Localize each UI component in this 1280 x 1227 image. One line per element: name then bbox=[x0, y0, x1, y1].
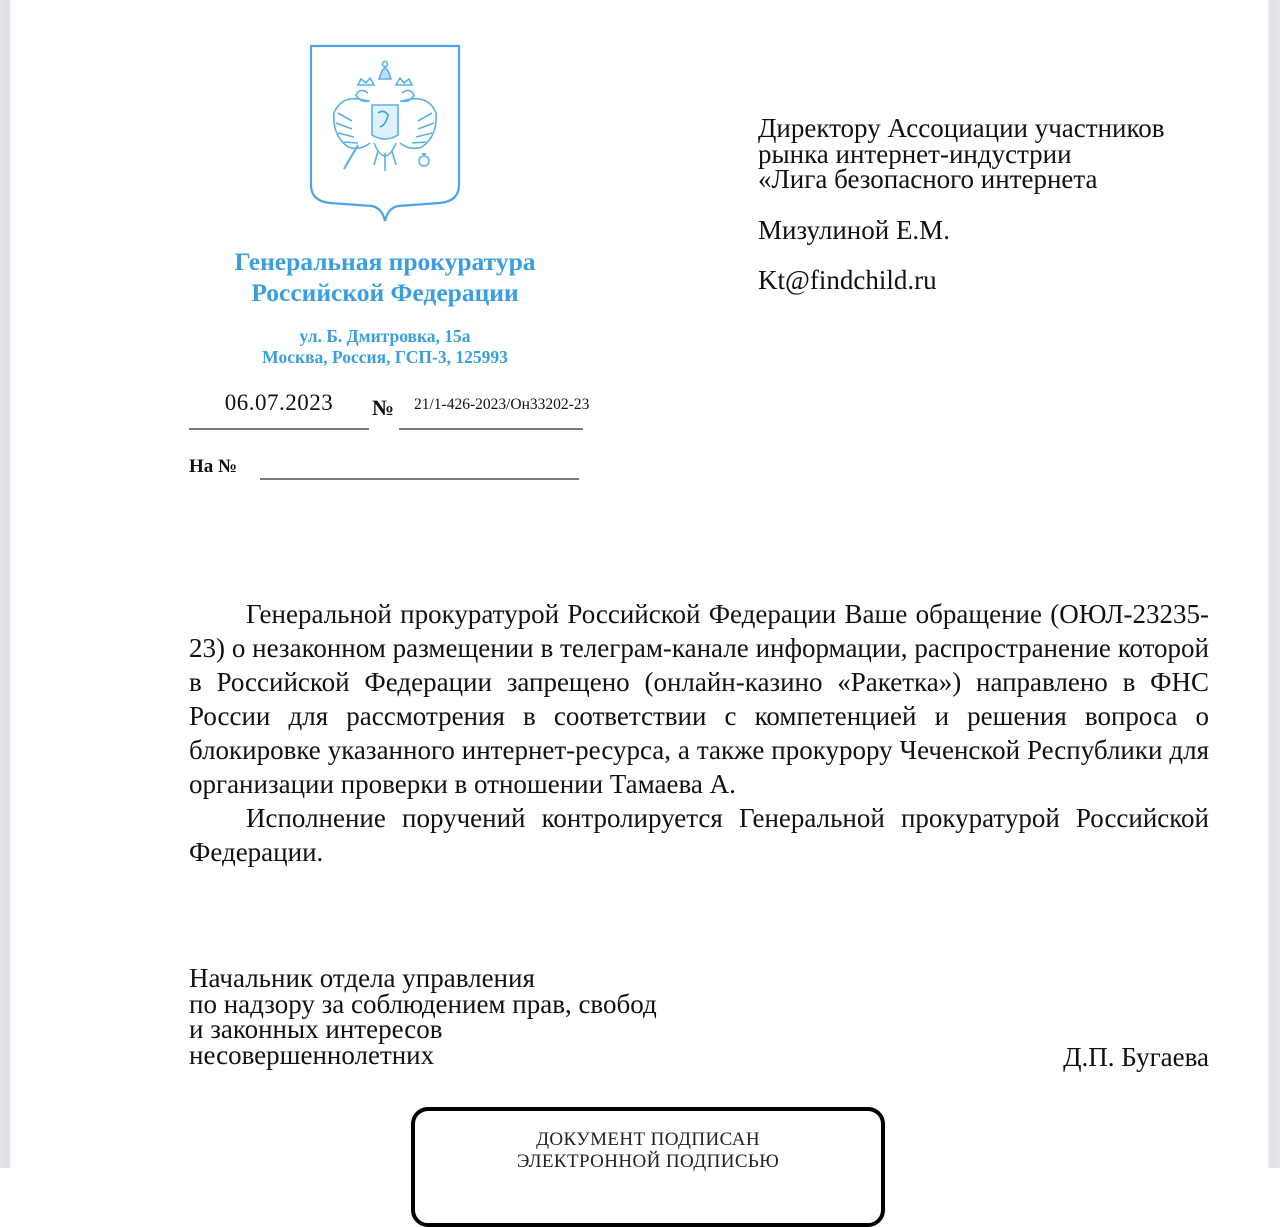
number-sign: № bbox=[372, 395, 395, 420]
stamp-line2: ЭЛЕКТРОННОЙ ПОДПИСЬЮ bbox=[516, 1151, 780, 1172]
addressee-line3: «Лига безопасного интернета bbox=[758, 164, 1098, 194]
russian-coat-of-arms-icon bbox=[308, 43, 462, 223]
signatory-title-line1: Начальник отдела управления bbox=[189, 963, 535, 993]
org-address-line2: Москва, Россия, ГСП-3, 125993 bbox=[262, 347, 508, 367]
electronic-signature-stamp bbox=[411, 1107, 885, 1227]
reference-label: На № bbox=[189, 456, 238, 477]
signatory-name: Д.П. Бугаева bbox=[1063, 1042, 1209, 1072]
org-address-line1: ул. Б. Дмитровка, 15а bbox=[299, 326, 471, 346]
viewer-right-margin bbox=[1268, 0, 1280, 1168]
number-underline bbox=[399, 428, 583, 430]
org-address bbox=[200, 326, 570, 368]
addressee-line2: рынка интернет-индустрии bbox=[758, 138, 1072, 169]
registration-date: 06.07.2023 bbox=[224, 390, 334, 415]
signatory-title-line2: по надзору за соблюдением прав, свобод bbox=[189, 988, 657, 1019]
letter-body bbox=[189, 597, 1209, 869]
date-underline bbox=[189, 428, 369, 430]
body-paragraph-2: Исполнение поручений контролируется Генеральной прокуратурой Российской Федерации. bbox=[189, 803, 1209, 867]
addressee-block bbox=[758, 113, 1238, 295]
org-name bbox=[200, 246, 570, 308]
addressee-email: Kt@findchild.ru bbox=[758, 264, 937, 295]
signatory-title-line4: несовершеннолетних bbox=[189, 1039, 435, 1070]
addressee-name: Мизулиной Е.М. bbox=[758, 214, 950, 245]
addressee-line1: Директору Ассоциации участников bbox=[758, 113, 1165, 143]
registration-number: 21/1-426-2023/Он33202-23 bbox=[414, 396, 590, 413]
stamp-line1: ДОКУМЕНТ ПОДПИСАН bbox=[536, 1129, 760, 1150]
org-name-line1: Генеральная прокуратура bbox=[234, 247, 536, 276]
body-paragraph-1: Генеральной прокуратурой Российской Федерации Ваше обращение (ОЮЛ-23235-23) о незаконном размещении в телеграм-канале информации, распространение которой в Российской Федерации запрещено (онлайн-казино «Ракетка») направлено в ФНС России для рассмотрения в соответствии с компетенцией и решения вопроса о блокировке указанного интернет-ресурса, а также прокурору Чеченской Республики для организации проверки в отношении Тамаева А. bbox=[189, 599, 1209, 799]
signatory-title bbox=[189, 963, 657, 1070]
viewer-left-margin bbox=[0, 0, 11, 1168]
signatory-title-line3: и законных интересов bbox=[189, 1014, 443, 1044]
stamp-text bbox=[415, 1129, 881, 1173]
org-name-line2: Российской Федерации bbox=[251, 278, 519, 307]
reference-underline bbox=[260, 478, 579, 480]
